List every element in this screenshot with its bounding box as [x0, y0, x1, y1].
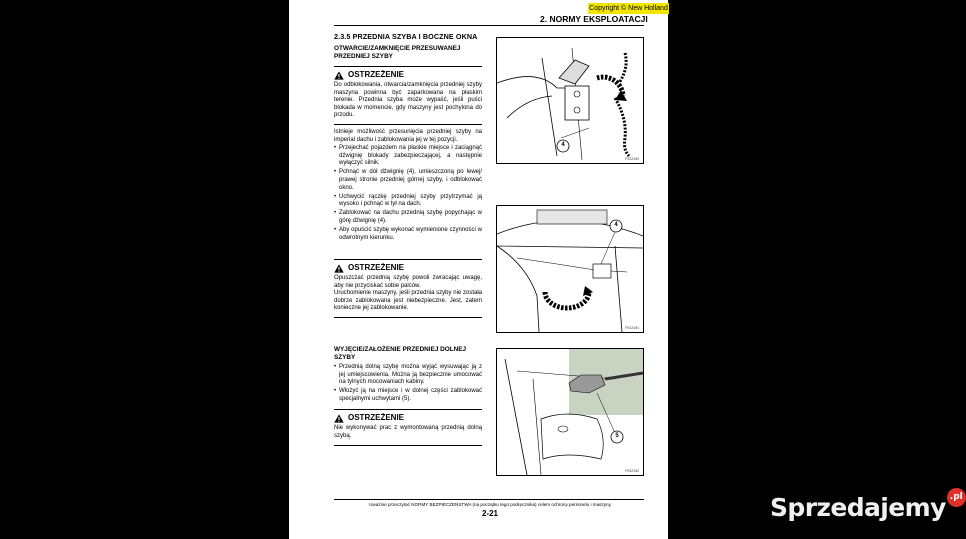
warning-text: Do odblokowania, otwarcia/zamknięcia przedniej szyby maszyna powinna być zaparkowana na płaskim terenie. Przednia szyba może wypaść, jeśli puści blokada w momencie, gdy maszyny jest pochylona do przodu.	[334, 82, 482, 125]
subheading-remove-install: WYJĘCIE/ZAŁOŻENIE PRZEDNIEJ DOLNEJ SZYBY	[334, 346, 467, 361]
warning-label: OSTRZEŻENIE	[348, 70, 405, 79]
watermark-brand: Sprzedajemy	[770, 492, 946, 522]
lever-illustration	[497, 38, 643, 163]
footer-note: Uważnie przeczytać NORMY BEZPIECZEŃSTWA (na początku tego podręcznika) celem ochrony personelu i maszyny	[369, 502, 611, 507]
list-item: • Włożyć ją na miejsce i w dolnej części zablokować specjalnymi uchwytami (5).	[334, 388, 482, 403]
warning-heading	[334, 66, 482, 80]
page-number: 2-21	[481, 509, 498, 518]
footer-rule	[334, 499, 644, 500]
warning-block-3	[334, 409, 482, 445]
list-item: • Aby opuścić szybę wykonać wymienione czynności w odwrotnym kierunku.	[334, 227, 482, 242]
warning-block-1	[334, 66, 482, 125]
figure-code: FIG2190	[625, 157, 639, 161]
callout-number: 5	[615, 433, 619, 439]
subheading-open-close: OTWARCIE/ZAMKNIĘCIE PRZESUWANEJ PRZEDNIEJ SZYBY	[334, 45, 461, 60]
list-item: • Zablokować na dachu przednią szybę popychając w górę dźwignię (4).	[334, 210, 482, 225]
section-title: 2.3.5 PRZEDNIA SZYBA I BOCZNE OKNA	[334, 32, 478, 41]
list-item: • Pchnąć w dół dźwignię (4), umieszczoną po lewej/ prawej stronie przedniej górnej szyby, i odblokować okno.	[334, 169, 482, 192]
watermark-logo	[770, 489, 966, 525]
copyright-label: Copyright © New Holland	[589, 5, 668, 12]
chapter-title: 2. NORMY EKSPLOATACJI	[540, 14, 648, 24]
warning-heading	[334, 409, 482, 423]
warning-triangle-icon	[334, 414, 344, 423]
figure-code: FIG2191	[625, 326, 639, 330]
warning-label: OSTRZEŻENIE	[348, 263, 405, 272]
steps-list-2	[334, 364, 482, 403]
warning-block-2	[334, 259, 482, 318]
lower-window-illustration	[497, 349, 643, 475]
warning-triangle-icon	[334, 71, 344, 80]
warning-text: Uruchomienie maszyny, jeśli przednia szyby nie została dobrze zablokowana jest niebezpieczne. Jest, zatem konieczne jej zablokowanie.	[334, 290, 482, 318]
list-item: • Przednią dolną szybę można wyjąć wysuwając ją z jej umiejscowienia. Można ją bezpiecznie umocować na tylnych mocowaniach kabiny.	[334, 364, 482, 387]
warning-triangle-icon	[334, 264, 344, 273]
callout-number: 4	[561, 142, 565, 148]
figure-code: FIG2192	[625, 469, 639, 473]
callout-number: 4	[614, 222, 618, 228]
warning-text: Opuszczać przednią szybę powoli zwracając uwagę, aby nie przyciskać sobie palców.	[334, 275, 482, 289]
intro-paragraph: Istnieje możliwość przesunięcia przedniej szyby na imperial dachu i zablokowania jej w tej pozycji.	[334, 128, 482, 143]
steps-list	[334, 145, 482, 242]
text-column-top	[334, 32, 482, 244]
list-item: • Przejechać pojazdem na płaskie miejsce i zaciągnąć dźwignię blokady zabezpieczającej, a następnie wyłączyć silnik.	[334, 145, 482, 168]
watermark-badge: .pl	[947, 488, 966, 507]
header-rule	[334, 25, 644, 26]
figure-lower-window	[496, 348, 644, 476]
figure-lever-unlock	[496, 37, 644, 164]
figure-roof-window	[496, 205, 644, 333]
warning-label: OSTRZEŻENIE	[348, 413, 405, 423]
list-item: • Uchwycić rączkę przedniej szyby przytrzymać ją wysoko i pchnąć w tył na dach.	[334, 194, 482, 209]
text-column-bottom	[334, 346, 482, 446]
warning-text: Nie wykonywać prac z wymontowaną przednią dolną szybą.	[334, 425, 482, 445]
warning-heading	[334, 259, 482, 273]
